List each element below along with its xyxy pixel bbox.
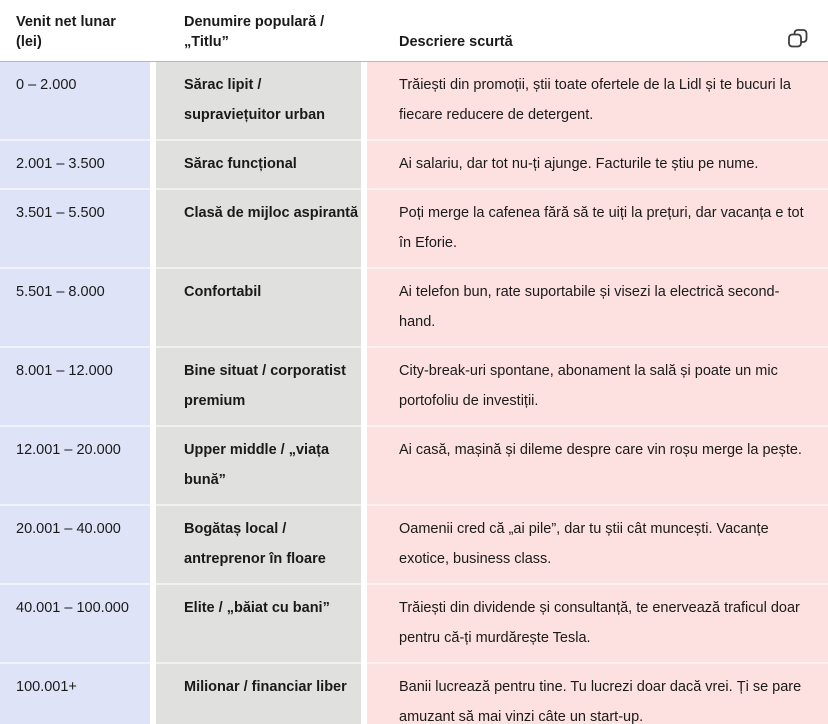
- title-cell: Bogătaș local / antreprenor în floare: [156, 504, 361, 583]
- table-body: [0, 62, 828, 724]
- income-cell: 2.001 – 3.500: [0, 139, 150, 188]
- table-row: [0, 139, 828, 188]
- table-row: [0, 267, 828, 346]
- description-cell: City-break-uri spontane, abonament la sală și poate un mic portofoliu de investiții.: [367, 346, 828, 425]
- income-cell: 8.001 – 12.000: [0, 346, 150, 425]
- table-row: [0, 583, 828, 662]
- table-row: [0, 425, 828, 504]
- title-cell: Sărac lipit / supraviețuitor urban: [156, 62, 361, 139]
- description-cell: Banii lucrează pentru tine. Tu lucrezi doar dacă vrei. Ți se pare amuzant să mai vinzi câte un start-up.: [367, 662, 828, 724]
- income-cell: 12.001 – 20.000: [0, 425, 150, 504]
- title-cell: Elite / „băiat cu bani”: [156, 583, 361, 662]
- income-cell: 5.501 – 8.000: [0, 267, 150, 346]
- column-header-description: Descriere scurtă: [399, 34, 513, 50]
- income-cell: 40.001 – 100.000: [0, 583, 150, 662]
- description-cell: Ai telefon bun, rate suportabile și visezi la electrică second-hand.: [367, 267, 828, 346]
- table-row: [0, 62, 828, 139]
- table-header: [0, 0, 828, 62]
- income-cell: 3.501 – 5.500: [0, 188, 150, 267]
- title-cell: Confortabil: [156, 267, 361, 346]
- income-cell: 0 – 2.000: [0, 62, 150, 139]
- description-cell: Trăiești din dividende și consultanță, te enervează traficul doar pentru că-ți murdărește Tesla.: [367, 583, 828, 662]
- income-cell: 100.001+: [0, 662, 150, 724]
- column-header-title: Denumire populară / „Titlu”: [184, 14, 325, 50]
- table-row: [0, 346, 828, 425]
- description-cell: Oamenii cred că „ai pile”, dar tu știi cât muncești. Vacanțe exotice, business class.: [367, 504, 828, 583]
- table-row: [0, 188, 828, 267]
- income-cell: 20.001 – 40.000: [0, 504, 150, 583]
- copy-icon: [787, 37, 809, 52]
- title-cell: Bine situat / corporatist premium: [156, 346, 361, 425]
- title-cell: Clasă de mijloc aspirantă: [156, 188, 361, 267]
- description-cell: Poți merge la cafenea fără să te uiți la prețuri, dar vacanța e tot în Eforie.: [367, 188, 828, 267]
- table-row: [0, 662, 828, 724]
- table-row: [0, 504, 828, 583]
- title-cell: Sărac funcțional: [156, 139, 361, 188]
- description-cell: Trăiești din promoții, știi toate ofertele de la Lidl și te bucuri la fiecare reducere de detergent.: [367, 62, 828, 139]
- description-cell: Ai casă, mașină și dileme despre care vin roșu merge la pește.: [367, 425, 828, 504]
- title-cell: Milionar / financiar liber: [156, 662, 361, 724]
- copy-table-button[interactable]: [785, 28, 811, 52]
- title-cell: Upper middle / „viața bună”: [156, 425, 361, 504]
- description-cell: Ai salariu, dar tot nu-ți ajunge. Facturile te știu pe nume.: [367, 139, 828, 188]
- column-header-income: Venit net lunar (lei): [16, 14, 116, 50]
